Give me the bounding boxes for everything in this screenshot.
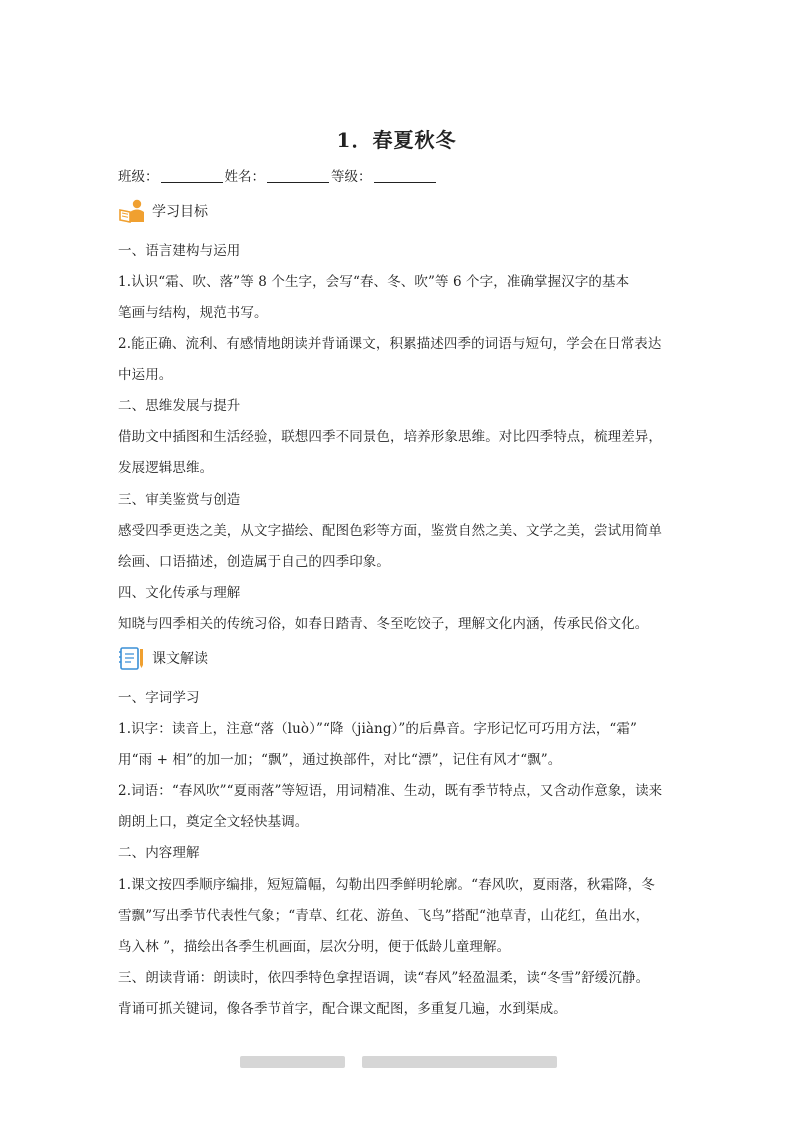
grade-label: 等级： [331, 169, 372, 185]
goal-line: 四、文化传承与理解 [118, 585, 241, 601]
class-blank [161, 168, 223, 183]
goal-line: 二、思维发展与提升 [118, 398, 241, 414]
section-heading-text-interpretation [118, 645, 208, 671]
reading-line: 1.课文按四季顺序编排，短短篇幅，勾勒出四季鲜明轮廓。“春风吹，夏雨落，秋霜降，冬 [118, 877, 655, 893]
name-label: 姓名： [224, 169, 265, 185]
goal-line: 1.认识“霜、吹、落”等 8 个生字，会写“春、冬、吹”等 6 个字，准确掌握汉字的基本 [118, 274, 630, 290]
reading-line: 朗朗上口，奠定全文轻快基调。 [118, 814, 309, 830]
page-title: 1．春夏秋冬 [336, 128, 457, 152]
reading-line: 二、内容理解 [118, 845, 200, 861]
section-heading-text: 学习目标 [152, 204, 208, 220]
reading-line: 雪飘”写出季节代表性气象；“青草、红花、游鱼、飞鸟”搭配“池草青，山花红，鱼出水， [118, 908, 650, 924]
goal-line: 借助文中插图和生活经验，联想四季不同景色，培养形象思维。对比四季特点，梳理差异， [118, 429, 662, 445]
section-heading-text: 课文解读 [152, 651, 208, 667]
goal-line: 发展逻辑思维。 [118, 460, 214, 476]
reading-person-icon [118, 198, 146, 224]
reading-line: 2.词语：“春风吹”“夏雨落”等短语，用词精准、生动，既有季节特点，又含动作意象，读来 [118, 783, 663, 799]
goal-line: 中运用。 [118, 367, 173, 383]
notebook-pencil-icon [118, 645, 146, 671]
reading-line: 用“雨 + 相”的加一加；“飘”，通过换部件，对比“漂”，记住有风才“飘”。 [118, 752, 562, 768]
goal-line: 绘画、口语描述，创造属于自己的四季印象。 [118, 554, 390, 570]
grade-blank [374, 168, 436, 183]
reading-line: 1.识字：读音上，注意“落（luò）”“降（jiàng）”的后鼻音。字形记忆可巧用方法，“霜” [118, 721, 638, 737]
section-heading-learning-goals [118, 198, 208, 224]
goal-line: 三、审美鉴赏与创造 [118, 492, 241, 508]
reading-line: 三、朗读背诵：朗读时，依四季特色拿捏语调，读“春风”轻盈温柔，读“冬雪”舒缓沉静。 [118, 970, 650, 986]
student-info-row [118, 165, 438, 185]
class-label: 班级： [118, 169, 159, 185]
reading-line: 一、字词学习 [118, 690, 200, 706]
reading-line: 背诵可抓关键词，像各季节首字，配合课文配图，多重复几遍，水到渠成。 [118, 1001, 567, 1017]
reading-line: 鸟入林 ”，描绘出各季生机画面，层次分明，便于低龄儿童理解。 [118, 939, 511, 955]
goal-line: 一、语言建构与运用 [118, 243, 241, 259]
goal-line: 2.能正确、流利、有感情地朗读并背诵课文，积累描述四季的词语与短句，学会在日常表达 [118, 336, 662, 352]
goal-line: 感受四季更迭之美，从文字描绘、配图色彩等方面，鉴赏自然之美、文学之美，尝试用简单 [118, 523, 662, 539]
goal-line: 笔画与结构，规范书写。 [118, 305, 268, 321]
name-blank [267, 168, 329, 183]
goal-line: 知晓与四季相关的传统习俗，如春日踏青、冬至吃饺子，理解文化内涵，传承民俗文化。 [118, 616, 649, 632]
